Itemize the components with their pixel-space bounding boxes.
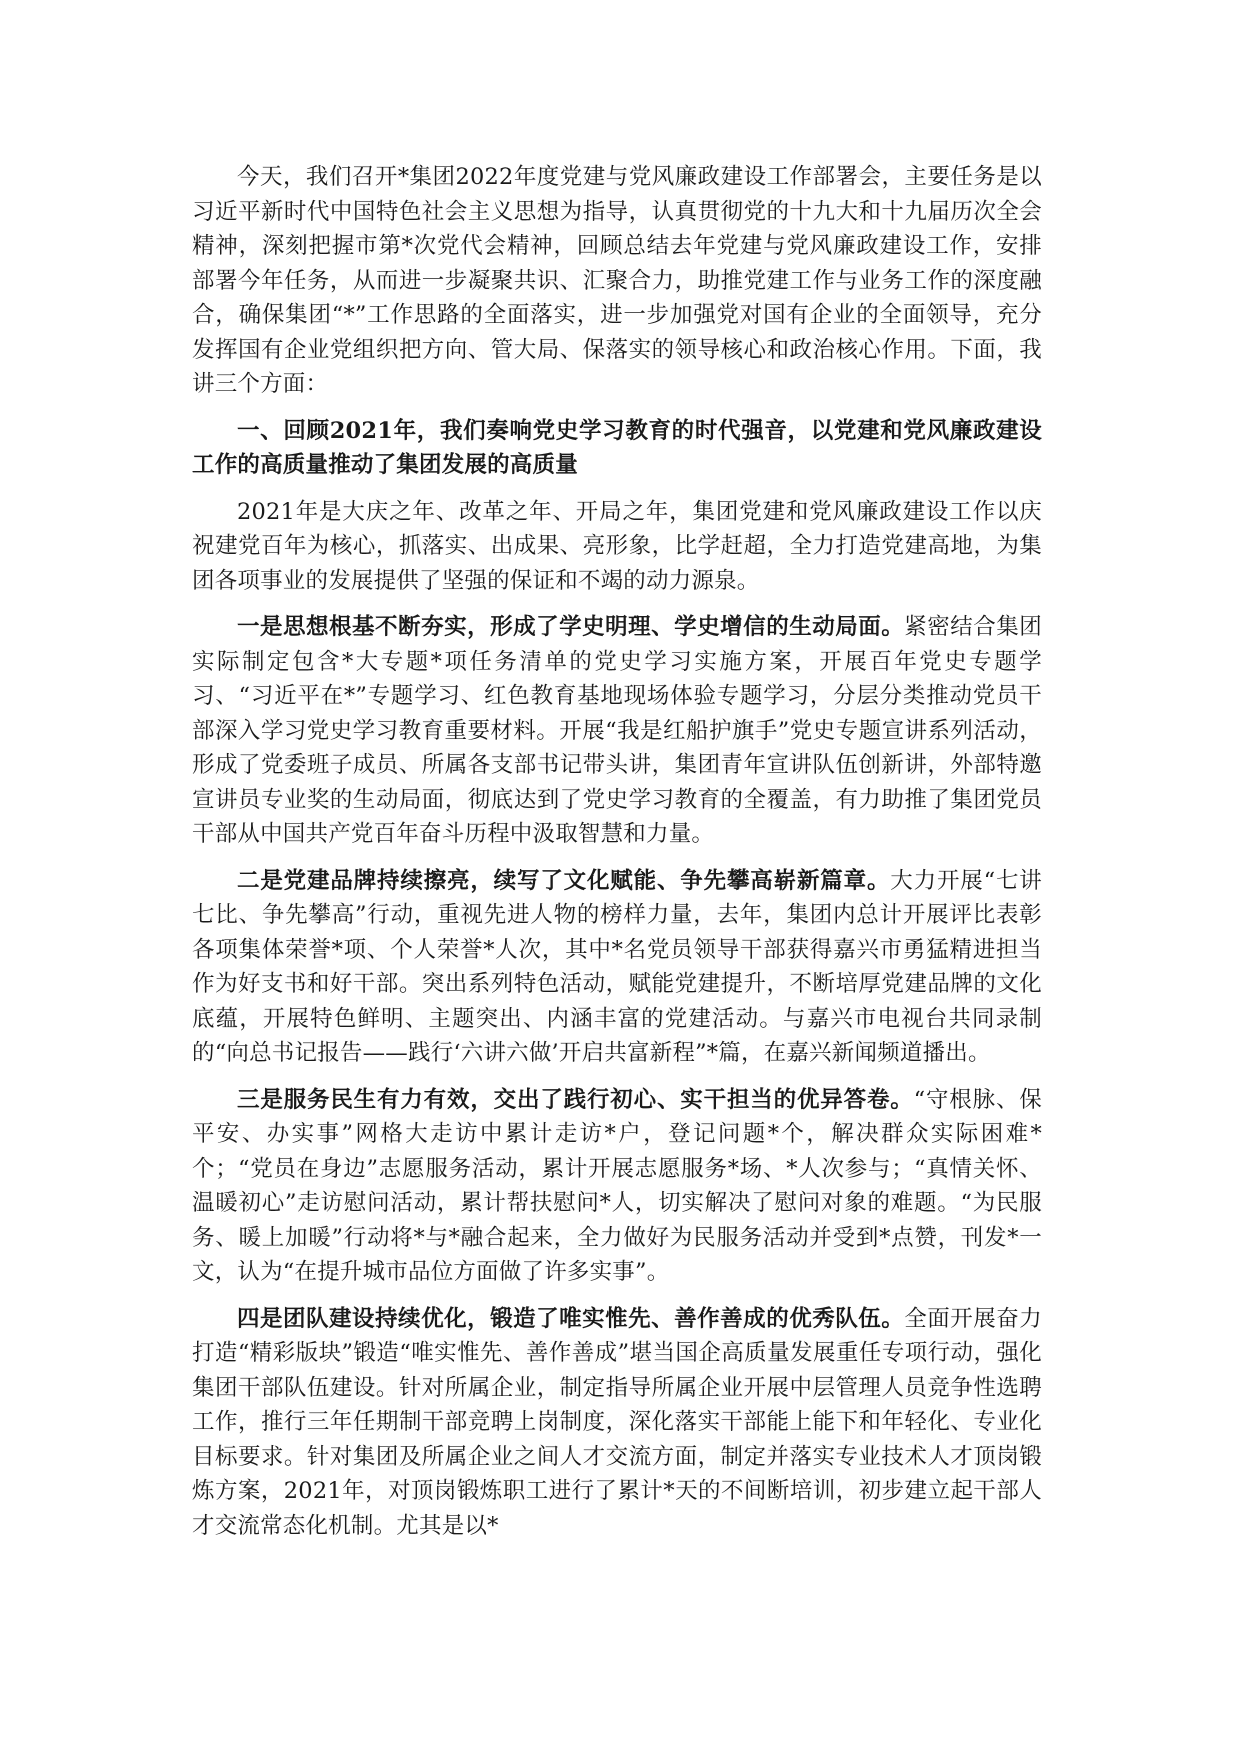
point-body-4: 全面开展奋力打造“精彩版块”锻造“唯实惟先、善作善成”堪当国企高质量发展重任专项行动，强化集团干部队伍建设。针对所属企业，制定指导所属企业开展中层管理人员竞争性选聘工作，推行三年任期制干部竞聘上岗制度，深化落实干部能上能下和年轻化、专业化目标要求。针对集团及所属企业之间人才交流方面，制定并落实专业技术人才顶岗锻炼方案，2021年，对顶岗锻炼职工进行了累计*天的不间断培训，初步建立起干部人才交流常态化机制。尤其是以* <box>192 1305 1042 1539</box>
intro-paragraph: 今天，我们召开*集团2022年度党建与党风廉政建设工作部署会，主要任务是以习近平新时代中国特色社会主义思想为指导，认真贯彻党的十九大和十九届历次全会精神，深刻把握市第*次党代会精神，回顾总结去年党建与党风廉政建设工作，安排部署今年任务，从而进一步凝聚共识、汇聚合力，助推党建工作与业务工作的深度融合，确保集团“*”工作思路的全面落实，进一步加强党对国有企业的全面领导，充分发挥国有企业党组织把方向、管大局、保落实的领导核心和政治核心作用。下面，我讲三个方面： <box>192 164 1042 397</box>
point-lead-1: 一是思想根基不断夯实，形成了学史明理、学史增信的生动局面。 <box>237 614 905 640</box>
point-body-1: 紧密结合集团实际制定包含*大专题*项任务清单的党史学习实施方案，开展百年党史专题学习、“习近平在*”专题学习、红色教育基地现场体验专题学习，分层分类推动党员干部深入学习党史学习教育重要材料。开展“我是红船护旗手”党史专题宣讲系列活动，形成了党委班子成员、所属各支部书记带头讲，集团青年宣讲队伍创新讲，外部特邀宣讲员专业奖的生动局面，彻底达到了党史学习教育的全覆盖，有力助推了集团党员干部从中国共产党百年奋斗历程中汲取智慧和力量。 <box>192 614 1042 847</box>
point-lead-2: 二是党建品牌持续擦亮，续写了文化赋能、争先攀高崭新篇章。 <box>237 867 891 894</box>
point-paragraph-4 <box>192 1302 1042 1544</box>
point-paragraph-1 <box>192 610 1042 852</box>
document-page <box>192 160 1042 1543</box>
point-lead-3: 三是服务民生有力有效，交出了践行初心、实干担当的优异答卷。 <box>237 1086 914 1113</box>
point-paragraph-3 <box>192 1083 1042 1290</box>
section-summary-paragraph: 2021年是大庆之年、改革之年、开局之年，集团党建和党风廉政建设工作以庆祝建党百年为核心，抓落实、出成果、亮形象，比学赶超，全力打造党建高地，为集团各项事业的发展提供了坚强的保证和不竭的动力源泉。 <box>192 498 1042 594</box>
point-paragraph-2 <box>192 864 1042 1071</box>
point-lead-4: 四是团队建设持续优化，锻造了唯实惟先、善作善成的优秀队伍。 <box>237 1305 905 1332</box>
point-body-2: 大力开展“七讲七比、争先攀高”行动，重视先进人物的榜样力量，去年，集团内总计开展评比表彰各项集体荣誉*项、个人荣誉*人次，其中*名党员领导干部获得嘉兴市勇猛精进担当作为好支书和好干部。突出系列特色活动，赋能党建提升，不断培厚党建品牌的文化底蕴，开展特色鲜明、主题突出、内涵丰富的党建活动。与嘉兴市电视台共同录制的“向总书记报告——践行‘六讲六做’开启共富新程”*篇，在嘉兴新闻频道播出。 <box>192 867 1042 1066</box>
point-body-3: “守根脉、保平安、办实事”网格大走访中累计走访*户，登记问题*个，解决群众实际困难*个；“党员在身边”志愿服务活动，累计开展志愿服务*场、*人次参与；“真情关怀、温暖初心”走访慰问活动，累计帮扶慰问*人，切实解决了慰问对象的难题。“为民服务、暖上加暖”行动将*与*融合起来，全力做好为民服务活动并受到*点赞，刊发*一文，认为“在提升城市品位方面做了许多实事”。 <box>192 1086 1043 1285</box>
section-heading-1: 一、回顾2021年，我们奏响党史学习教育的时代强音，以党建和党风廉政建设工作的高质量推动了集团发展的高质量 <box>192 417 1042 478</box>
